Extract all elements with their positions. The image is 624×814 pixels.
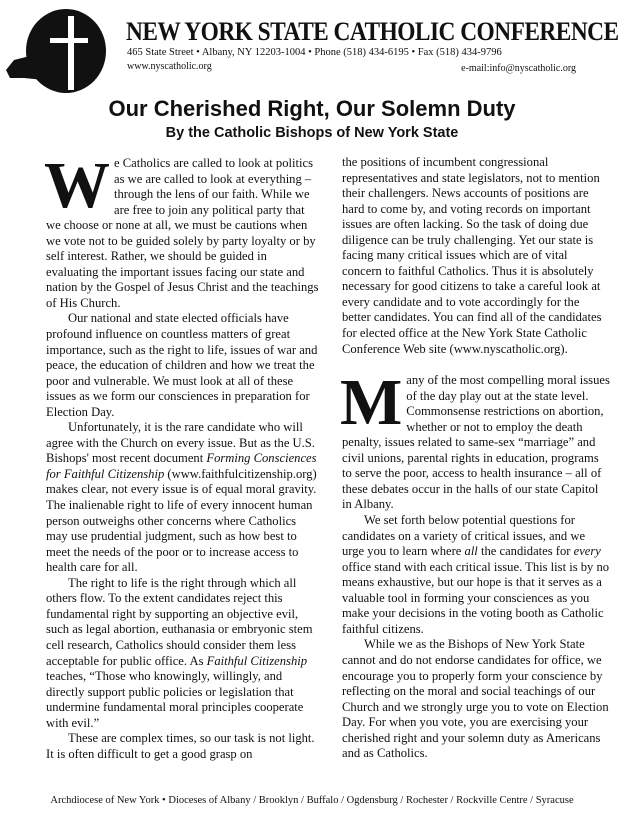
- right-column: [342, 155, 610, 762]
- article-title: Our Cherished Right, Our Solemn Duty: [108, 96, 516, 121]
- drop-cap: W: [44, 149, 110, 222]
- italic-text: all: [464, 544, 478, 559]
- text-segment: While we as the Bishops of New York State cannot and do not endorse candidates for office, we encourage you to properly form your conscience by reflecting on the moral and social teachings of our Church and we strongly urge you to vote on Election Day. For when you vote, you are exercising your cherished right and your solemn duty as Americans and as Catholics.: [342, 637, 609, 761]
- ny-state-cross-logo: [4, 8, 108, 94]
- text-segment: Our national and state elected officials have profound influence on countless matters of great importance, such as the right to life, issues of war and peace, the education of children and how we treat the poor and vulnerable. We must look at all of these issues as we form our consciences in preparation for Election Day.: [46, 311, 318, 419]
- text-segment: teaches, “Those who knowingly, willingly, and directly support public policies or legislation that undermine fundamental moral principles cooperate with evil.”: [46, 669, 304, 730]
- text-segment: office stand with each critical issue. This list is by no means exhaustive, but our hope is that it serves as a valuable tool in forming your consciences as you make your decisions in the voting booth as Catholic faithful citizens.: [342, 559, 610, 636]
- text-segment: Unfortunately, it is the rare candidate who will agree with the Church on every issue. But as the U.S. Bishops' most recent document: [46, 420, 315, 466]
- italic-text: Forming Consciences for Faithful Citizenship: [46, 451, 317, 481]
- drop-cap: M: [340, 366, 403, 440]
- paragraph: [46, 576, 320, 731]
- text-segment: any of the most compelling moral issues of the day play out at the state level. Commonsense restrictions on abortion, whether or not to employ the death penalty, issues related to same-sex “marriage” and civil unions, parental rights in education, programs to serve the poor, access to health insurance – all of these debates occur in the halls of our state Capitol in Albany.: [342, 373, 610, 512]
- paragraph: [340, 366, 610, 513]
- address-line: 465 State Street • Albany, NY 12203-1004 • Phone (518) 434-6195 • Fax (518) 434-9796: [127, 47, 502, 58]
- paragraph: [342, 513, 610, 637]
- email: e-mail:info@nyscatholic.org: [461, 63, 576, 74]
- italic-text: Faithful Citizenship: [206, 653, 308, 668]
- text-segment: These are complex times, so our task is not light. It is often difficult to get a good grasp on: [46, 731, 315, 761]
- paragraph: [342, 155, 610, 357]
- paragraph: [46, 420, 320, 575]
- website: www.nyscatholic.org: [127, 61, 212, 72]
- text-segment: We set forth below potential questions for candidates on a variety of critical issues, and we urge you to learn where: [342, 513, 586, 559]
- paragraph: [46, 311, 320, 420]
- article-byline: By the Catholic Bishops of New York State: [165, 125, 459, 141]
- text-segment: The right to life is the right through which all others flow. To the extent candidates reject this fundamental right by supporting an objective evil, such as legal abortion, euthanasia or embryonic stem cell research, Catholics should consider them less acceptable for public office. As: [46, 575, 313, 668]
- text-segment: the candidates for: [477, 544, 574, 559]
- footer-dioceses: Archdiocese of New York • Dioceses of Albany / Brooklyn / Buffalo / Ogdensburg / Rochester / Rockville Centre / Syracuse: [50, 795, 574, 806]
- paragraph: [342, 637, 610, 761]
- italic-text: every: [573, 544, 601, 559]
- text-segment: the positions of incumbent congressional representatives and state legislators, not to mention their challengers. News accounts of positions are hard to come by, and voting records on important issues are often lacking. So the task of doing due diligence can be truly challenging. Yet our state is facing many critical issues which are of vital concern to faithful Catholics. Thus it is absolutely necessary for good citizens to take a careful look at every candidate and to vote accordingly for the better candidates. You can find all of the candidates for elected office at the New York State Catholic Conference Web site (www.nyscatholic.org).: [342, 155, 602, 356]
- left-column: [44, 149, 320, 762]
- paragraph: [46, 731, 320, 762]
- text-segment: e Catholics are called to look at politics as we are called to look at everything – through the lens of our faith. While we are free to join any political party that we choose or none at all, we must be cautions when we vote not to be guided solely by party loyalty or by self interest. Rather, we should be guided in evaluating the important issues facing our state and nation by the Gospel of Jesus Christ and the teachings of His Church.: [46, 156, 319, 310]
- paragraph: [44, 149, 320, 311]
- organization-name: NEW YORK STATE CATHOLIC CONFERENCE: [126, 17, 619, 46]
- text-segment: (www.faithfulcitizenship.org) makes clear, not every issue is of equal moral gravity. The inalienable right to life of every innocent human person outweighs other concerns where Catholics may use prudential judgment, such as how best to meet the needs of the poor or to increase access to health care for all.: [46, 466, 317, 575]
